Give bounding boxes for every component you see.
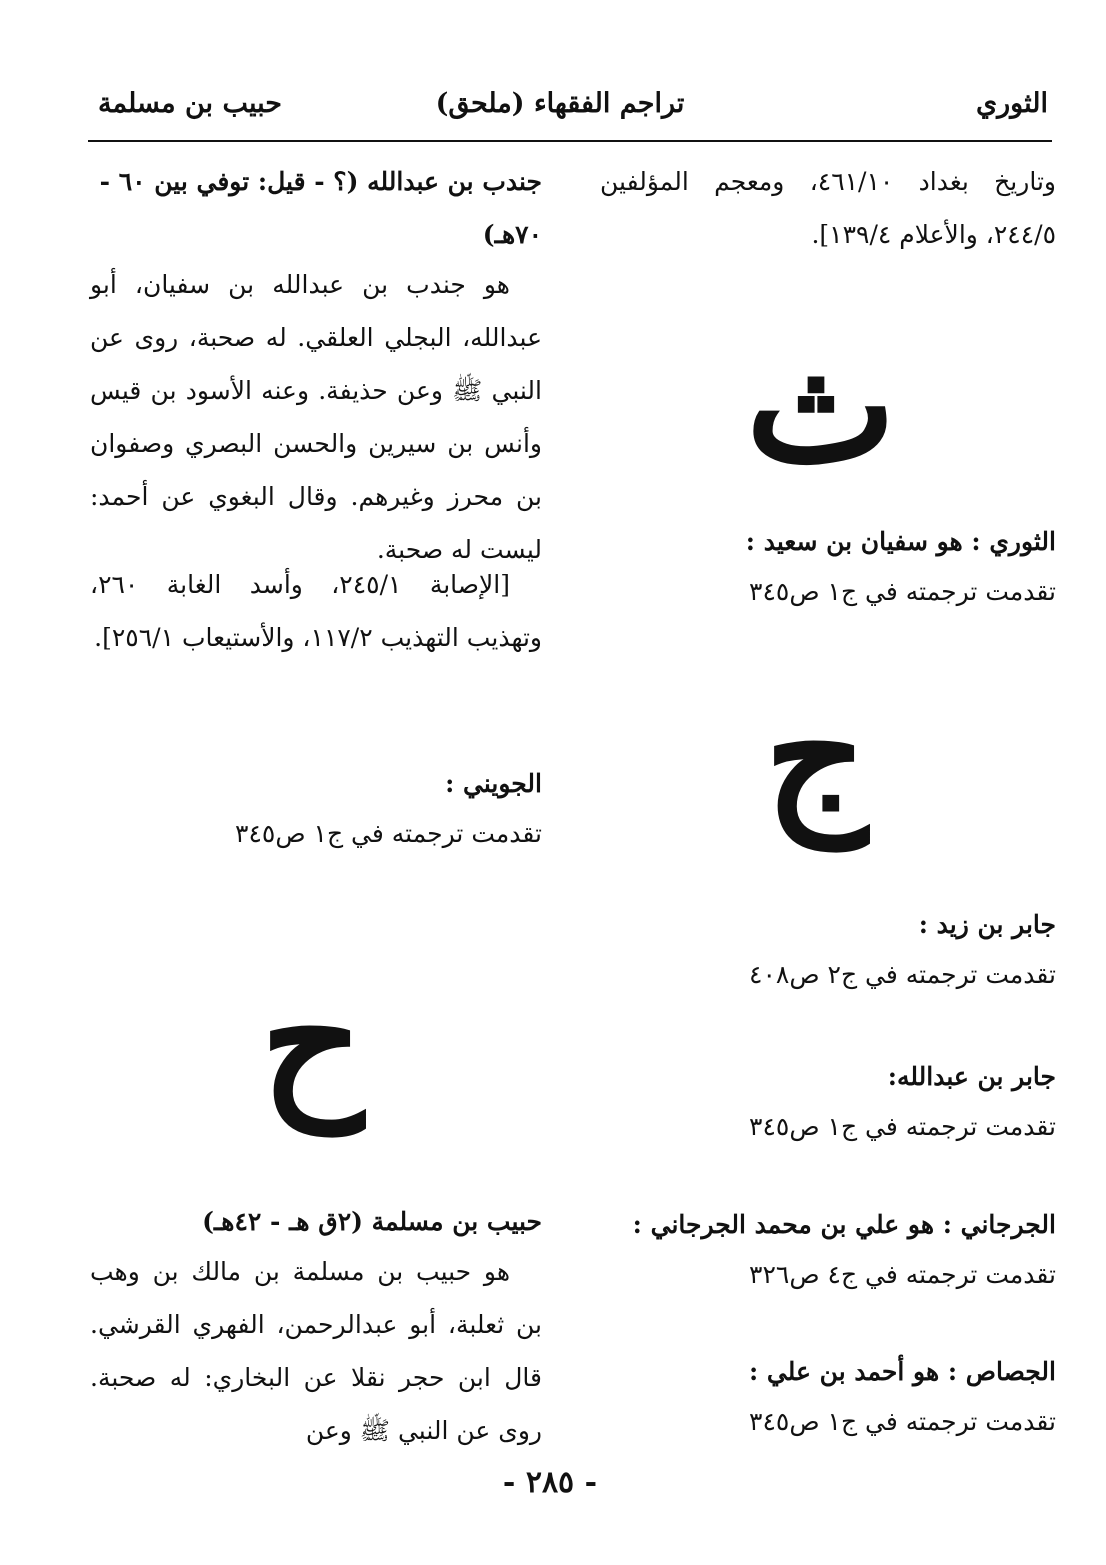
section-letter-jim: ج [764, 661, 868, 849]
page-number: - ٢٨٥ - [502, 1465, 598, 1500]
entry-ref-jabir-abdullah: تقدمت ترجمته في ج١ ص٣٤٥ [749, 1112, 1056, 1141]
entry-ref-juwayni: تقدمت ترجمته في ج١ ص٣٤٥ [235, 819, 542, 848]
entry-title-jabir-abdullah: جابر بن عبدالله: [887, 1062, 1056, 1091]
entry-title-habib: حبيب بن مسلمة (٢ق هـ - ٤٢هـ) [202, 1207, 542, 1236]
entry-title-jurjani: الجرجاني : هو علي بن محمد الجرجاني : [632, 1210, 1056, 1239]
entry-title-jassas: الجصاص : هو أحمد بن علي : [749, 1357, 1056, 1386]
entry-body-jundub: هو جندب بن عبدالله بن سفيان، أبو عبدالله، البجلي العلقي. له صحبة، روى عن النبي ﷺ وعن حذيفة. وعنه الأسود بن قيس وأنس بن سيرين والحسن البصري وصفوان بن محرز وغيرهم. وقال البغوي عن أحمد: ليست له صحبة. [90, 270, 542, 564]
running-header-left: حبيب بن مسلمة [98, 88, 282, 119]
entry-title-thawri: الثوري : هو سفيان بن سعيد : [745, 527, 1056, 556]
entry-title-jabir-zayd: جابر بن زيد : [918, 910, 1056, 939]
running-header-right: الثوري [976, 88, 1048, 119]
header-rule [88, 140, 1052, 142]
entry-refs-jundub: [الإصابة ٢٤٥/١، وأسد الغابة ٢٦٠، وتهذيب التهذيب ١١٧/٢، والأستيعاب ٢٥٦/١]. [90, 570, 542, 652]
continued-references: وتاريخ بغداد ٤٦١/١٠، ومعجم المؤلفين ٢٤٤/٥، والأعلام ١٣٩/٤]. [600, 167, 1056, 249]
section-letter-ha: ح [260, 946, 364, 1134]
entry-body-habib: هو حبيب بن مسلمة بن مالك بن وهب بن ثعلبة، أبو عبدالرحمن، الفهري القرشي. قال ابن حجر نقلا عن البخاري: له صحبة. روى عن النبي ﷺ وعن [90, 1257, 542, 1445]
running-header-center: (ملحق) تراجم الفقهاء [435, 88, 685, 119]
section-letter-tha: ث [745, 311, 897, 499]
entry-ref-jassas: تقدمت ترجمته في ج١ ص٣٤٥ [749, 1407, 1056, 1436]
entry-ref-jurjani: تقدمت ترجمته في ج٤ ص٣٢٦ [749, 1260, 1056, 1289]
entry-title-juwayni: الجويني : [445, 769, 542, 798]
entry-title-jundub: جندب بن عبدالله (؟ - قيل: توفي بين ٦٠ - ٧٠هـ) [99, 167, 542, 249]
entry-ref-thawri: تقدمت ترجمته في ج١ ص٣٤٥ [749, 577, 1056, 606]
entry-ref-jabir-zayd: تقدمت ترجمته في ج٢ ص٤٠٨ [749, 960, 1056, 989]
